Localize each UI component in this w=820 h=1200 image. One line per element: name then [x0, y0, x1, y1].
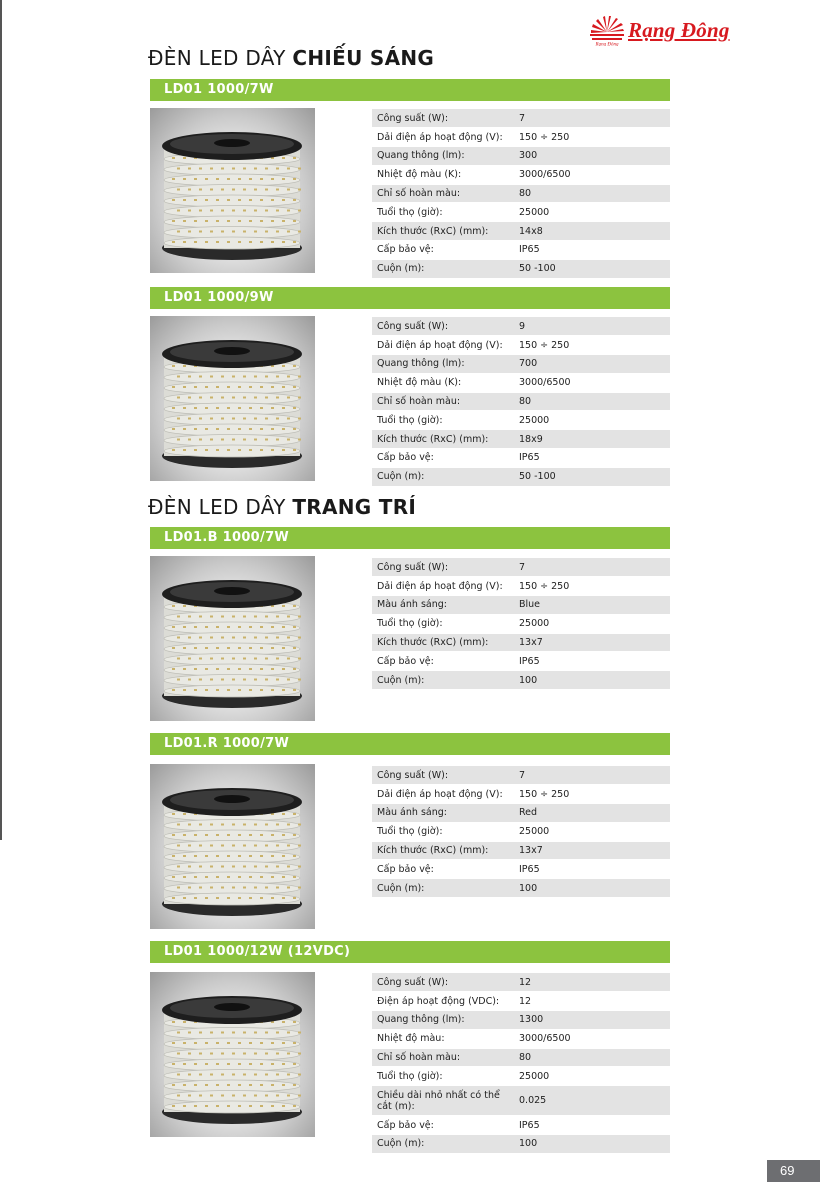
spec-row: [372, 1116, 670, 1135]
spec-value: 12: [514, 992, 670, 1011]
spec-label: Màu ánh sáng:: [372, 596, 514, 615]
spec-value: 13x7: [514, 841, 670, 860]
spec-row: [372, 411, 670, 430]
spec-row: [372, 128, 670, 147]
spec-label: Tuổi thọ (giờ):: [372, 822, 514, 841]
spec-row: [372, 1011, 670, 1030]
spec-row: [372, 879, 670, 898]
spec-value: 25000: [514, 1067, 670, 1086]
spec-value: 13x7: [514, 633, 670, 652]
spec-label: Dải điện áp hoạt động (V):: [372, 785, 514, 804]
spec-label: Chỉ số hoàn màu:: [372, 392, 514, 411]
spec-label: Công suất (W):: [372, 766, 514, 785]
spec-label: Điện áp hoạt động (VDC):: [372, 992, 514, 1011]
spec-row: [372, 785, 670, 804]
spec-label: Tuổi thọ (giờ):: [372, 1067, 514, 1086]
spec-value: IP65: [514, 1116, 670, 1135]
spec-label: Dải điện áp hoạt động (V):: [372, 128, 514, 147]
spec-row: [372, 558, 670, 577]
spec-label: Cấp bảo vệ:: [372, 860, 514, 879]
section-title-bold: TRANG TRÍ: [292, 495, 417, 519]
spec-table: [372, 973, 670, 1154]
spec-label: Kích thước (RxC) (mm):: [372, 430, 514, 449]
spec-label: Cấp bảo vệ:: [372, 241, 514, 260]
spec-row: [372, 336, 670, 355]
spec-value: 700: [514, 355, 670, 374]
spec-row: [372, 1135, 670, 1154]
product-model-bar: LD01.R 1000/7W: [150, 733, 670, 755]
sunrise-logo-icon: [588, 16, 626, 46]
spec-value: 7: [514, 558, 670, 577]
spec-value: 3000/6500: [514, 1029, 670, 1048]
spec-label: Cuộn (m):: [372, 1135, 514, 1154]
spec-value: 150 ÷ 250: [514, 128, 670, 147]
spec-row: [372, 355, 670, 374]
product-model-bar: LD01 1000/9W: [150, 287, 670, 309]
brand-logo: [588, 14, 738, 48]
spec-label: Chiều dài nhỏ nhất có thể cắt (m):: [372, 1086, 514, 1116]
spec-row: [372, 373, 670, 392]
spec-label: Công suất (W):: [372, 973, 514, 992]
spec-label: Dải điện áp hoạt động (V):: [372, 577, 514, 596]
spec-label: Dải điện áp hoạt động (V):: [372, 336, 514, 355]
spec-label: Kích thước (RxC) (mm):: [372, 222, 514, 241]
spec-label: Chỉ số hoàn màu:: [372, 1048, 514, 1067]
spec-row: [372, 109, 670, 128]
product-model-bar: LD01 1000/7W: [150, 79, 670, 101]
spec-row: [372, 766, 670, 785]
led-reel-icon: [150, 108, 315, 273]
spec-label: Quang thông (lm):: [372, 1011, 514, 1030]
spec-label: Cấp bảo vệ:: [372, 449, 514, 468]
spec-row: [372, 1086, 670, 1116]
spec-label: Kích thước (RxC) (mm):: [372, 841, 514, 860]
product-model-bar: LD01 1000/12W (12VDC): [150, 941, 670, 963]
spec-value: 1300: [514, 1011, 670, 1030]
spec-value: 3000/6500: [514, 165, 670, 184]
spec-label: Cấp bảo vệ:: [372, 652, 514, 671]
spec-label: Quang thông (lm):: [372, 355, 514, 374]
spec-value: 50 -100: [514, 259, 670, 278]
spec-label: Cuộn (m):: [372, 879, 514, 898]
product-photo-led-reel: [150, 764, 315, 929]
spec-value: 14x8: [514, 222, 670, 241]
spec-label: Nhiệt độ màu (K):: [372, 165, 514, 184]
led-reel-icon: [150, 556, 315, 721]
spec-value: 25000: [514, 203, 670, 222]
product-photo-led-reel: [150, 316, 315, 481]
spec-value: 18x9: [514, 430, 670, 449]
spec-value: IP65: [514, 860, 670, 879]
spec-row: [372, 449, 670, 468]
spec-value: 12: [514, 973, 670, 992]
section-title-bold: CHIẾU SÁNG: [292, 46, 435, 70]
spec-row: [372, 1067, 670, 1086]
section-title-regular: ĐÈN LED DÂY: [148, 46, 293, 70]
spec-label: Công suất (W):: [372, 558, 514, 577]
spec-row: [372, 259, 670, 278]
spec-value: 9: [514, 317, 670, 336]
spec-value: 100: [514, 671, 670, 690]
spec-row: [372, 577, 670, 596]
spec-row: [372, 596, 670, 615]
spec-value: 0.025: [514, 1086, 670, 1116]
spec-row: [372, 317, 670, 336]
spec-row: [372, 147, 670, 166]
spec-table: [372, 766, 670, 898]
spec-row: [372, 804, 670, 823]
spec-label: Kích thước (RxC) (mm):: [372, 633, 514, 652]
spec-label: Công suất (W):: [372, 109, 514, 128]
spec-value: Blue: [514, 596, 670, 615]
led-reel-icon: [150, 972, 315, 1137]
spec-row: [372, 467, 670, 486]
spec-row: [372, 1048, 670, 1067]
spec-value: Red: [514, 804, 670, 823]
spec-label: Chỉ số hoàn màu:: [372, 184, 514, 203]
spec-value: 80: [514, 184, 670, 203]
spec-label: Cuộn (m):: [372, 467, 514, 486]
section-title-decor: [148, 495, 416, 519]
spec-value: 50 -100: [514, 467, 670, 486]
spec-value: 25000: [514, 411, 670, 430]
spec-label: Cấp bảo vệ:: [372, 1116, 514, 1135]
spec-row: [372, 614, 670, 633]
spec-value: 3000/6500: [514, 373, 670, 392]
product-photo-led-reel: [150, 556, 315, 721]
spec-label: Tuổi thọ (giờ):: [372, 411, 514, 430]
brand-name: Rạng Đông: [628, 18, 730, 42]
spec-row: [372, 671, 670, 690]
section-title-lighting: [148, 46, 434, 70]
spec-row: [372, 652, 670, 671]
spec-label: Cuộn (m):: [372, 259, 514, 278]
spec-value: 150 ÷ 250: [514, 336, 670, 355]
spec-table: [372, 109, 670, 279]
spec-row: [372, 633, 670, 652]
spec-value: IP65: [514, 449, 670, 468]
spec-row: [372, 241, 670, 260]
spec-value: 7: [514, 109, 670, 128]
product-model-bar: LD01.B 1000/7W: [150, 527, 670, 549]
spec-value: 100: [514, 1135, 670, 1154]
spec-row: [372, 992, 670, 1011]
spec-label: Nhiệt độ màu (K):: [372, 373, 514, 392]
spec-label: Cuộn (m):: [372, 671, 514, 690]
spec-value: 150 ÷ 250: [514, 785, 670, 804]
spec-table: [372, 558, 670, 690]
spec-row: [372, 822, 670, 841]
led-reel-icon: [150, 316, 315, 481]
spec-value: 150 ÷ 250: [514, 577, 670, 596]
spec-label: Tuổi thọ (giờ):: [372, 203, 514, 222]
spec-row: [372, 392, 670, 411]
page-edge-rule: [0, 0, 2, 840]
spec-row: [372, 184, 670, 203]
spec-label: Nhiệt độ màu:: [372, 1029, 514, 1048]
spec-value: 80: [514, 1048, 670, 1067]
spec-label: Tuổi thọ (giờ):: [372, 614, 514, 633]
spec-value: 100: [514, 879, 670, 898]
spec-label: Quang thông (lm):: [372, 147, 514, 166]
spec-row: [372, 222, 670, 241]
section-title-regular: ĐÈN LED DÂY: [148, 495, 293, 519]
spec-row: [372, 860, 670, 879]
spec-row: [372, 1029, 670, 1048]
spec-row: [372, 841, 670, 860]
spec-label: Màu ánh sáng:: [372, 804, 514, 823]
page-number: 69: [767, 1160, 820, 1182]
spec-label: Công suất (W):: [372, 317, 514, 336]
led-reel-icon: [150, 764, 315, 929]
spec-value: IP65: [514, 241, 670, 260]
spec-value: 7: [514, 766, 670, 785]
product-photo-led-reel: [150, 108, 315, 273]
spec-row: [372, 430, 670, 449]
spec-table: [372, 317, 670, 487]
spec-value: 80: [514, 392, 670, 411]
spec-value: 25000: [514, 822, 670, 841]
spec-value: 25000: [514, 614, 670, 633]
spec-value: 300: [514, 147, 670, 166]
spec-row: [372, 165, 670, 184]
spec-row: [372, 973, 670, 992]
spec-row: [372, 203, 670, 222]
spec-value: IP65: [514, 652, 670, 671]
product-photo-led-reel: [150, 972, 315, 1137]
svg-text:Rạng Đông: Rạng Đông: [595, 42, 619, 46]
